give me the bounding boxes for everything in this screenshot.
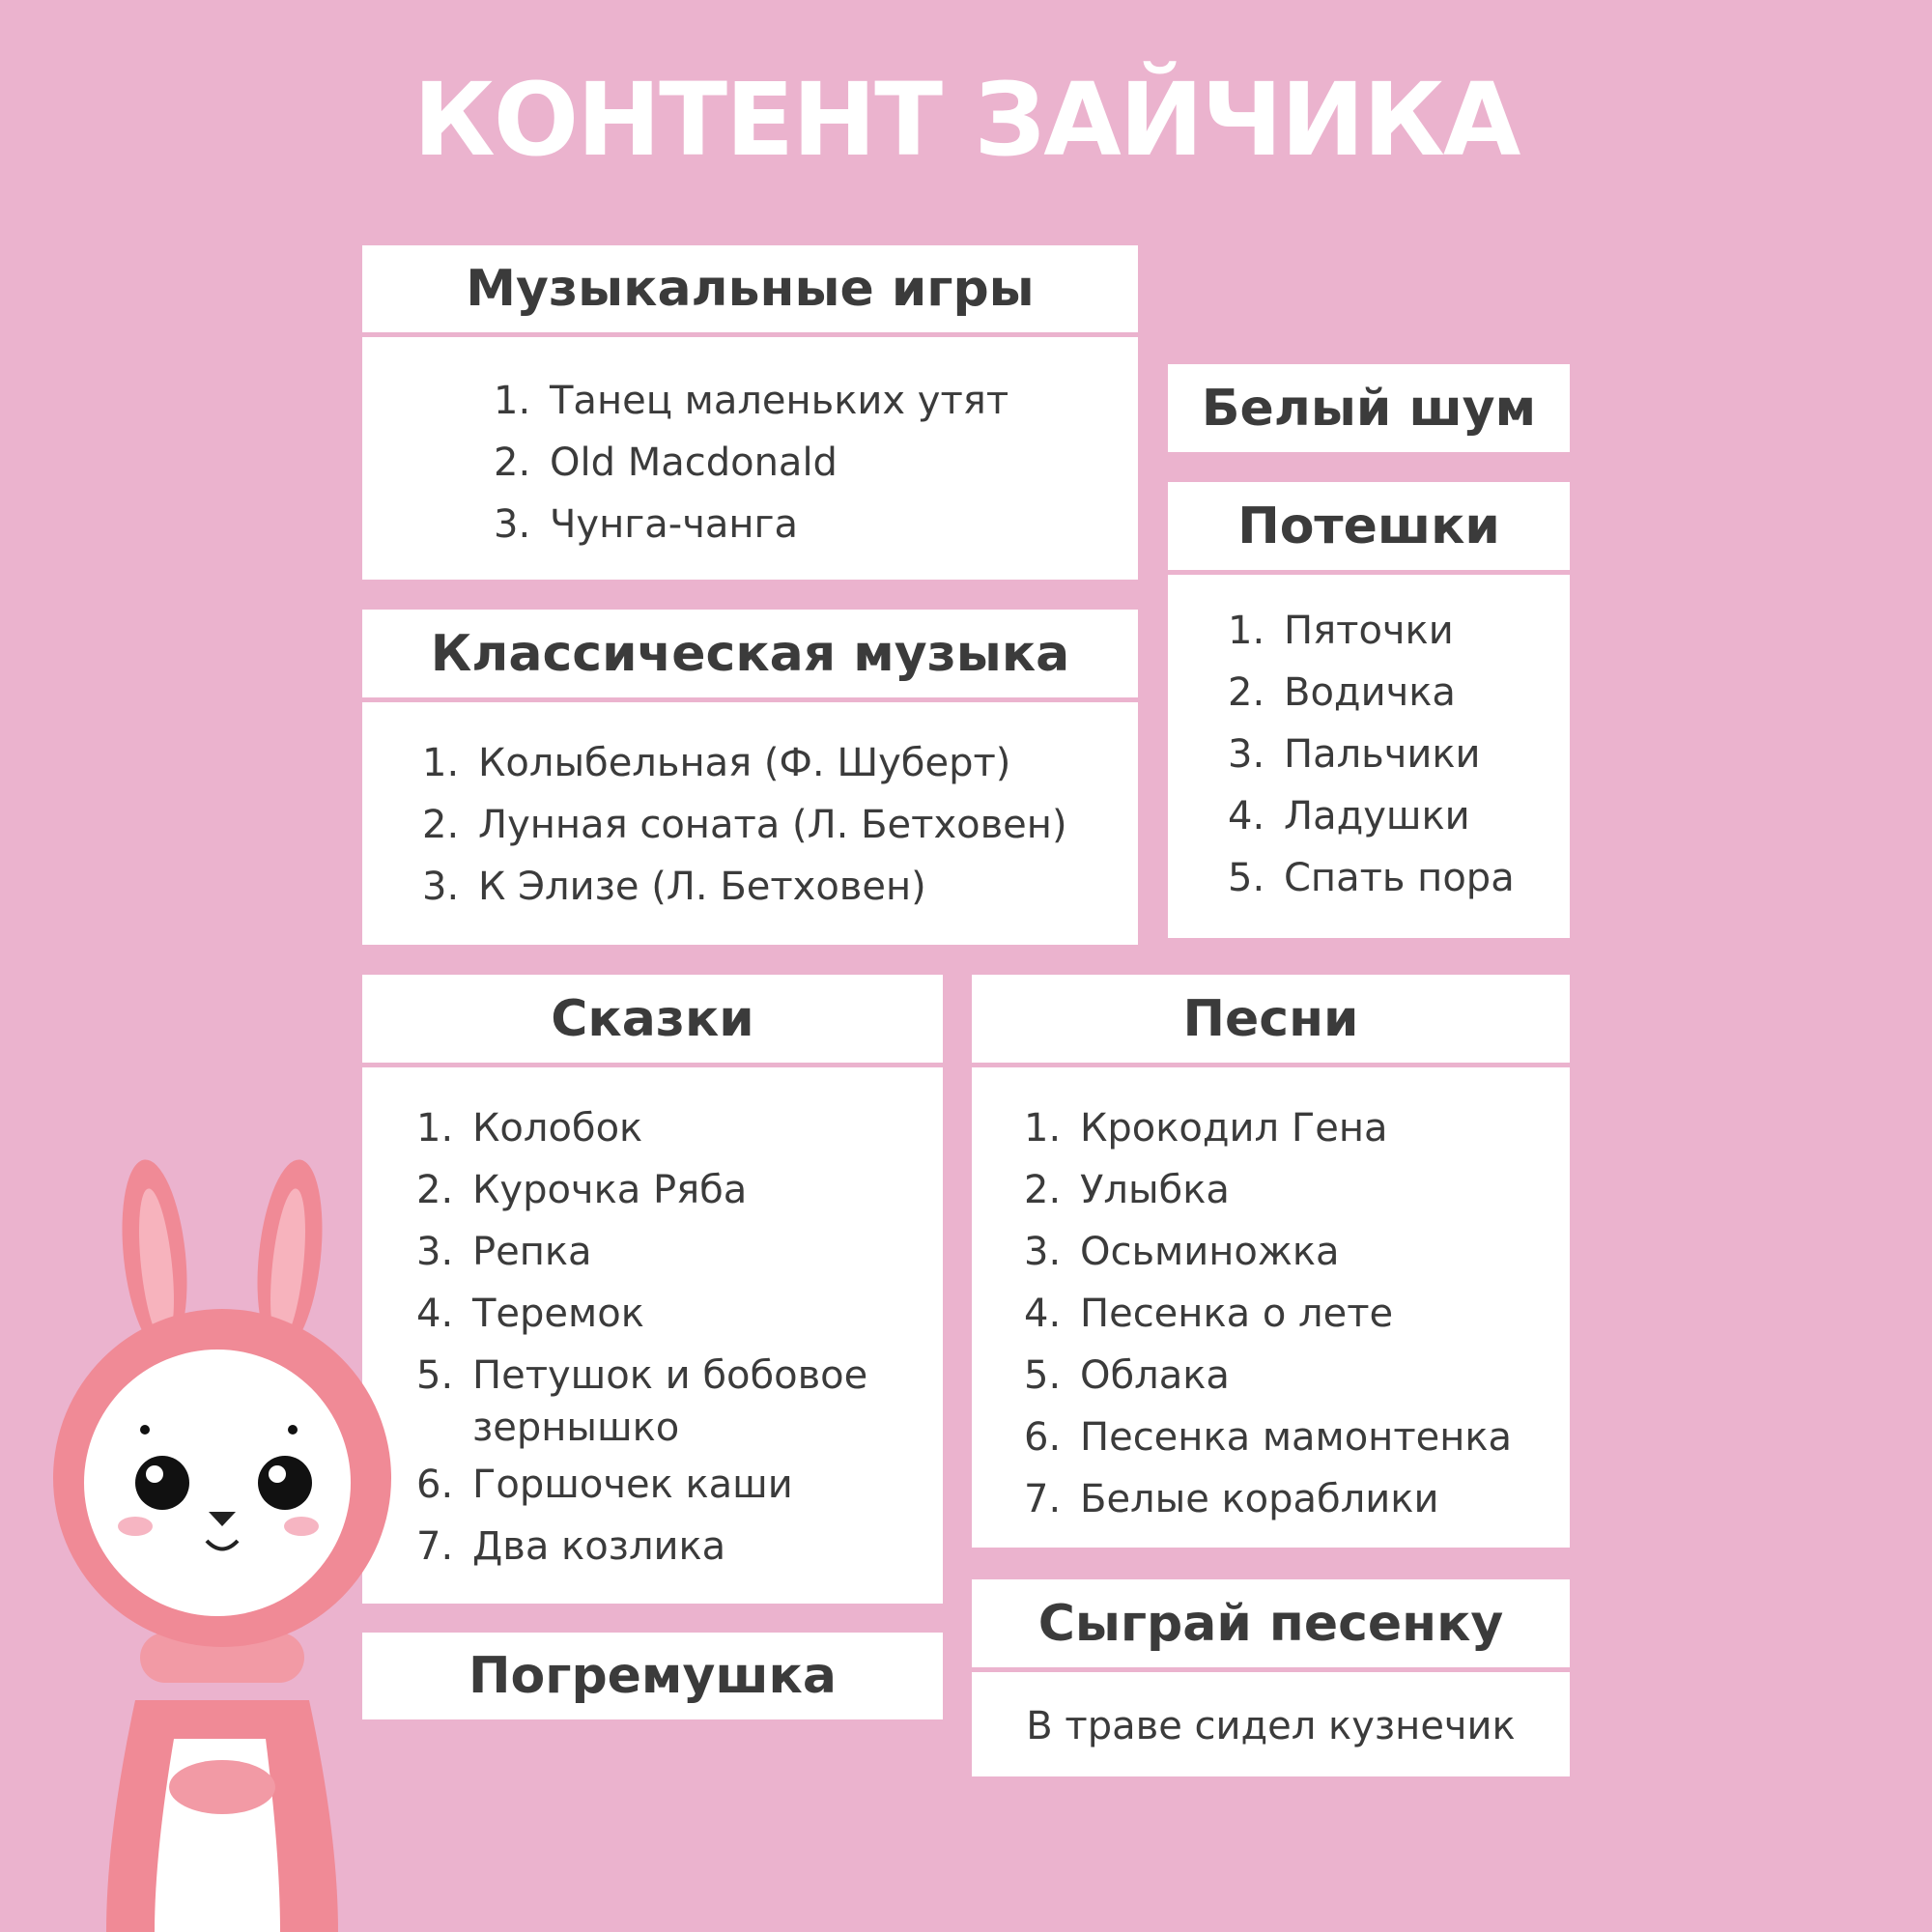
list-item [1228,785,1570,847]
item-title: Петушок и бобовое зернышко [472,1353,868,1450]
item-title: Old Macdonald [550,440,838,485]
card-title: Песни [972,975,1570,1063]
item-number: 3. [494,502,531,547]
item-number: 5. [1228,856,1265,900]
card-title: Белый шум [1168,364,1570,452]
item-number: 1. [416,1106,454,1151]
card-list [972,1067,1570,1548]
bunny-toy-image [48,1159,396,1932]
item-number: 2. [494,440,531,485]
card-title: Сыграй песенку [972,1579,1570,1667]
item-title: Облака [1080,1353,1230,1398]
list-item [1024,1221,1570,1283]
item-number: 2. [1228,670,1265,715]
item-title: Колыбельная (Ф. Шуберт) [478,741,1011,785]
card-play-song [972,1579,1570,1776]
item-title: Колобок [472,1106,643,1151]
item-title: Чунга-чанга [550,502,799,547]
item-title: Горшочек каши [472,1463,793,1507]
item-number: 1. [494,379,531,423]
item-title: Песенка мамонтенка [1080,1415,1513,1460]
card-list [1168,575,1570,938]
list-item [1228,847,1570,909]
item-title: Крокодил Гена [1080,1106,1388,1151]
item-number: 6. [1024,1415,1062,1460]
list-item [416,1345,943,1454]
item-number: 4. [1024,1292,1062,1336]
card-title: Погремушка [362,1633,943,1719]
card-title: Сказки [362,975,943,1063]
item-number: 6. [416,1463,454,1507]
item-title: Лунная соната (Л. Бетховен) [478,803,1067,847]
list-item [494,370,1138,432]
card-music-games [362,245,1138,580]
item-number: 4. [416,1292,454,1336]
list-item [1228,724,1570,785]
list-item [1228,662,1570,724]
card-title: Музыкальные игры [362,245,1138,332]
item-number: 5. [416,1353,454,1398]
item-number: 2. [422,803,460,847]
card-songs [972,975,1570,1548]
card-fairy-tales [362,975,943,1604]
item-title: Курочка Ряба [472,1168,748,1212]
item-title: Водичка [1284,670,1456,715]
card-list [362,1067,943,1604]
card-title: Потешки [1168,482,1570,570]
list-item [494,432,1138,494]
item-title: Осьминожка [1080,1230,1340,1274]
item-title: Ладушки [1284,794,1470,838]
list-item [1024,1468,1570,1530]
card-rattle [362,1633,943,1719]
list-item [416,1221,943,1283]
list-item [416,1097,943,1159]
list-item [494,494,1138,555]
item-title: Белые кораблики [1080,1477,1439,1521]
item-title: Теремок [472,1292,644,1336]
list-item [1024,1406,1570,1468]
item-number: 7. [416,1524,454,1569]
list-item [1228,600,1570,662]
list-item [416,1454,943,1516]
list-item [422,732,1138,794]
list-item [422,856,1138,918]
list-item [416,1159,943,1221]
item-number: 5. [1024,1353,1062,1398]
item-title: Спать пора [1284,856,1515,900]
item-number: 3. [422,865,460,909]
item-number: 7. [1024,1477,1062,1521]
item-number: 2. [416,1168,454,1212]
item-title: Улыбка [1080,1168,1230,1212]
list-item [1024,1159,1570,1221]
item-number: 3. [1228,732,1265,777]
item-number: 2. [1024,1168,1062,1212]
item-title: Танец маленьких утят [550,379,1009,423]
item-number: 3. [416,1230,454,1274]
item-title: Два козлика [472,1524,726,1569]
card-classical-music [362,610,1138,945]
card-list [362,702,1138,945]
list-item [1024,1345,1570,1406]
item-title: Песенка о лете [1080,1292,1394,1336]
card-list [362,337,1138,580]
card-text: В траве сидел кузнечик [972,1672,1570,1776]
item-number: 1. [422,741,460,785]
card-white-noise [1168,364,1570,452]
item-title: Пальчики [1284,732,1481,777]
list-item [422,794,1138,856]
item-number: 1. [1228,609,1265,653]
item-title: Пяточки [1284,609,1454,653]
item-title: К Элизе (Л. Бетховен) [478,865,926,909]
list-item [1024,1283,1570,1345]
page-title: КОНТЕНТ ЗАЙЧИКА [412,61,1520,179]
list-item [416,1283,943,1345]
item-title: Репка [472,1230,592,1274]
item-number: 1. [1024,1106,1062,1151]
item-number: 3. [1024,1230,1062,1274]
list-item [416,1516,943,1577]
list-item [1024,1097,1570,1159]
item-number: 4. [1228,794,1265,838]
card-nursery-rhymes [1168,482,1570,938]
card-title: Классическая музыка [362,610,1138,697]
